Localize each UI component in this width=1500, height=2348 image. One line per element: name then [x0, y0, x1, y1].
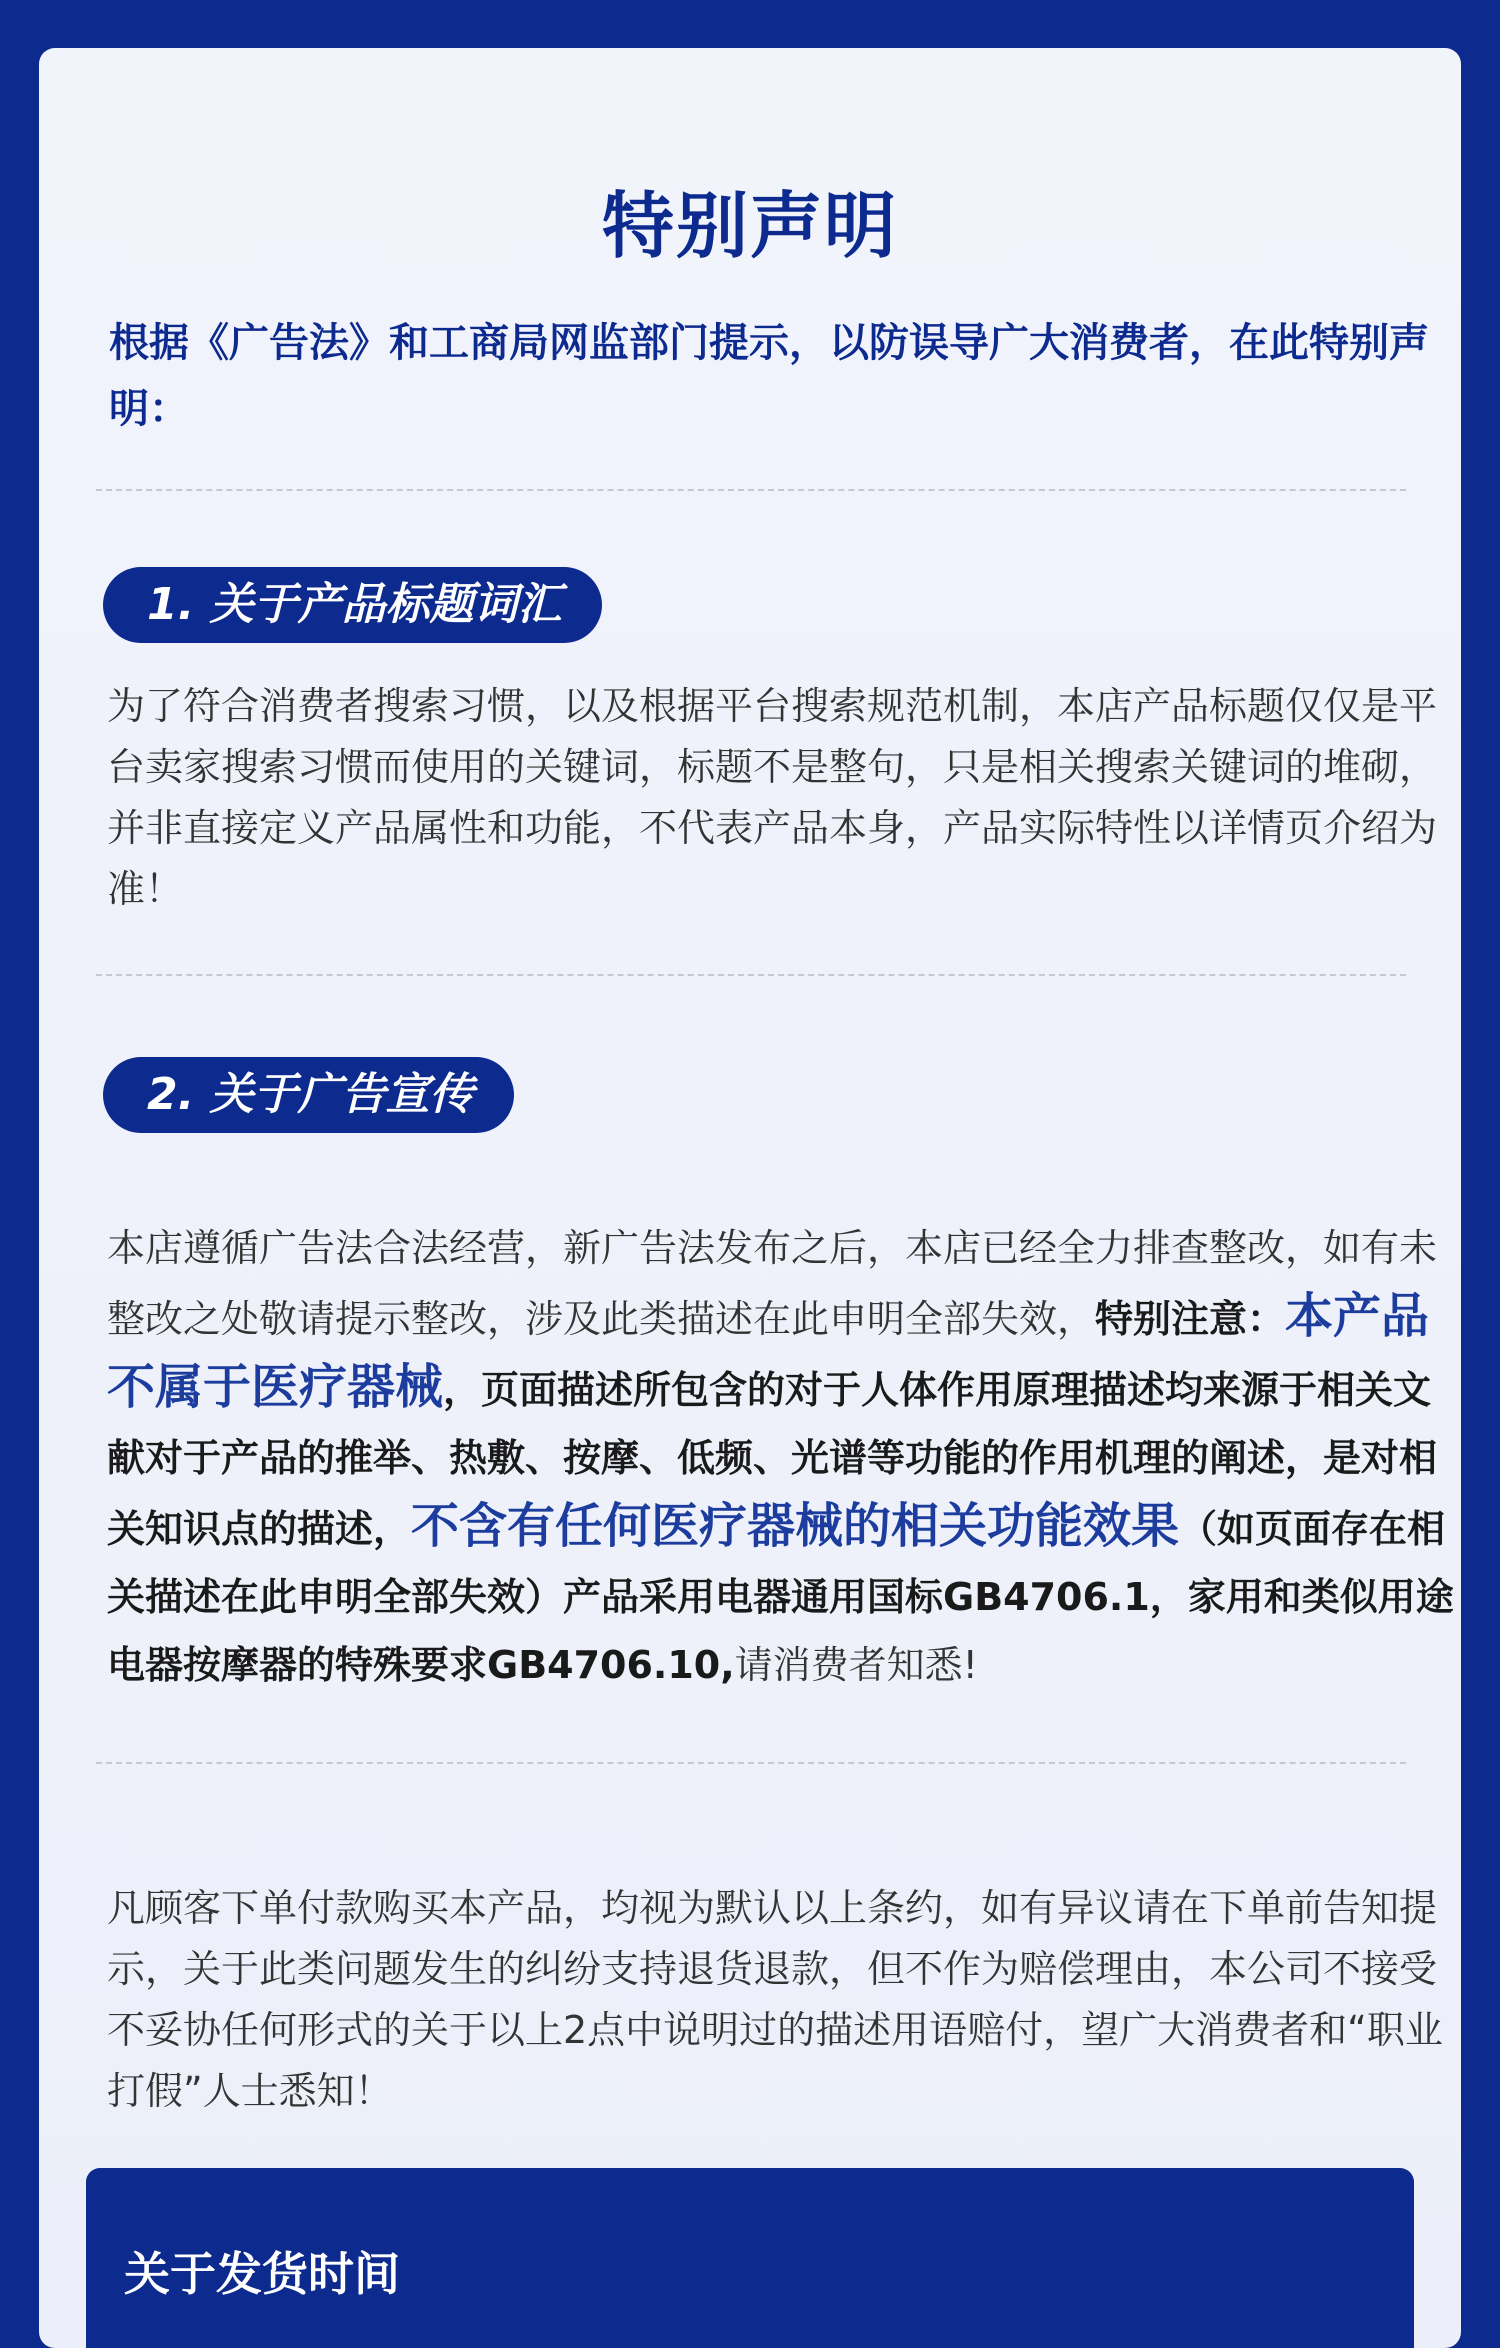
- divider: [96, 974, 1406, 976]
- intro-statement: 根据《广告法》和工商局网监部门提示，以防误导广大消费者，在此特别声明：: [109, 320, 1429, 432]
- divider: [96, 489, 1406, 491]
- section-2-bold-text: ，页面描述所包含的对于人体作用原理描述均来源于相关文献对于产品的推举、热敷、按摩、低频、光谱等功能的作用机理的阐述，是对相关知识点的描述，: [107, 1368, 1438, 1551]
- highlight-not-medical-device: 本产品不属于医疗器械: [107, 1288, 1430, 1415]
- page-title: 特别声明: [601, 184, 898, 268]
- section-2-tail-text: 请消费者知悉!: [734, 1643, 978, 1687]
- section-2-standards-text: （如页面存在相关描述在此申明全部失效）产品采用电器通用国标GB4706.1，家用和类似用途电器按摩器的特殊要求GB4706.10,: [107, 1507, 1454, 1687]
- section-1-text: 为了符合消费者搜索习惯，以及根据平台搜索规范机制，本店产品标题仅仅是平台卖家搜索习惯而使用的关键词，标题不是整句，只是相关搜索关键词的堆砌，并非直接定义产品属性和功能，不代表产品本身，产品实际特性以详情页介绍为准！: [107, 684, 1438, 911]
- section-2-text: [107, 1214, 1457, 1699]
- closing-statement: 凡顾客下单付款购买本产品，均视为默认以上条约，如有异议请在下单前告知提示，关于此类问题发生的纠纷支持退货退款，但不作为赔偿理由，本公司不接受不妥协任何形式的关于以上2点中说明过的描述用语赔付，望广大消费者和“职业打假”人士悉知！: [107, 1886, 1443, 2113]
- section-2-heading: 2. 关于广告宣传: [103, 1057, 514, 1133]
- notice-card: [39, 48, 1461, 2348]
- divider: [96, 1762, 1406, 1764]
- next-section-panel: [86, 2168, 1414, 2348]
- highlight-no-medical-effect: 不含有任何医疗器械的相关功能效果: [411, 1498, 1180, 1554]
- next-section-title: 关于发货时间: [124, 2247, 400, 2301]
- notice-label: 特别注意：: [1095, 1297, 1286, 1341]
- section-2-plain-text: 本店遵循广告法合法经营，新广告法发布之后，本店已经全力排查整改，如有未整改之处敬请提示整改，涉及此类描述在此申明全部失效，: [107, 1226, 1438, 1341]
- section-1-heading: 1. 关于产品标题词汇: [103, 567, 602, 643]
